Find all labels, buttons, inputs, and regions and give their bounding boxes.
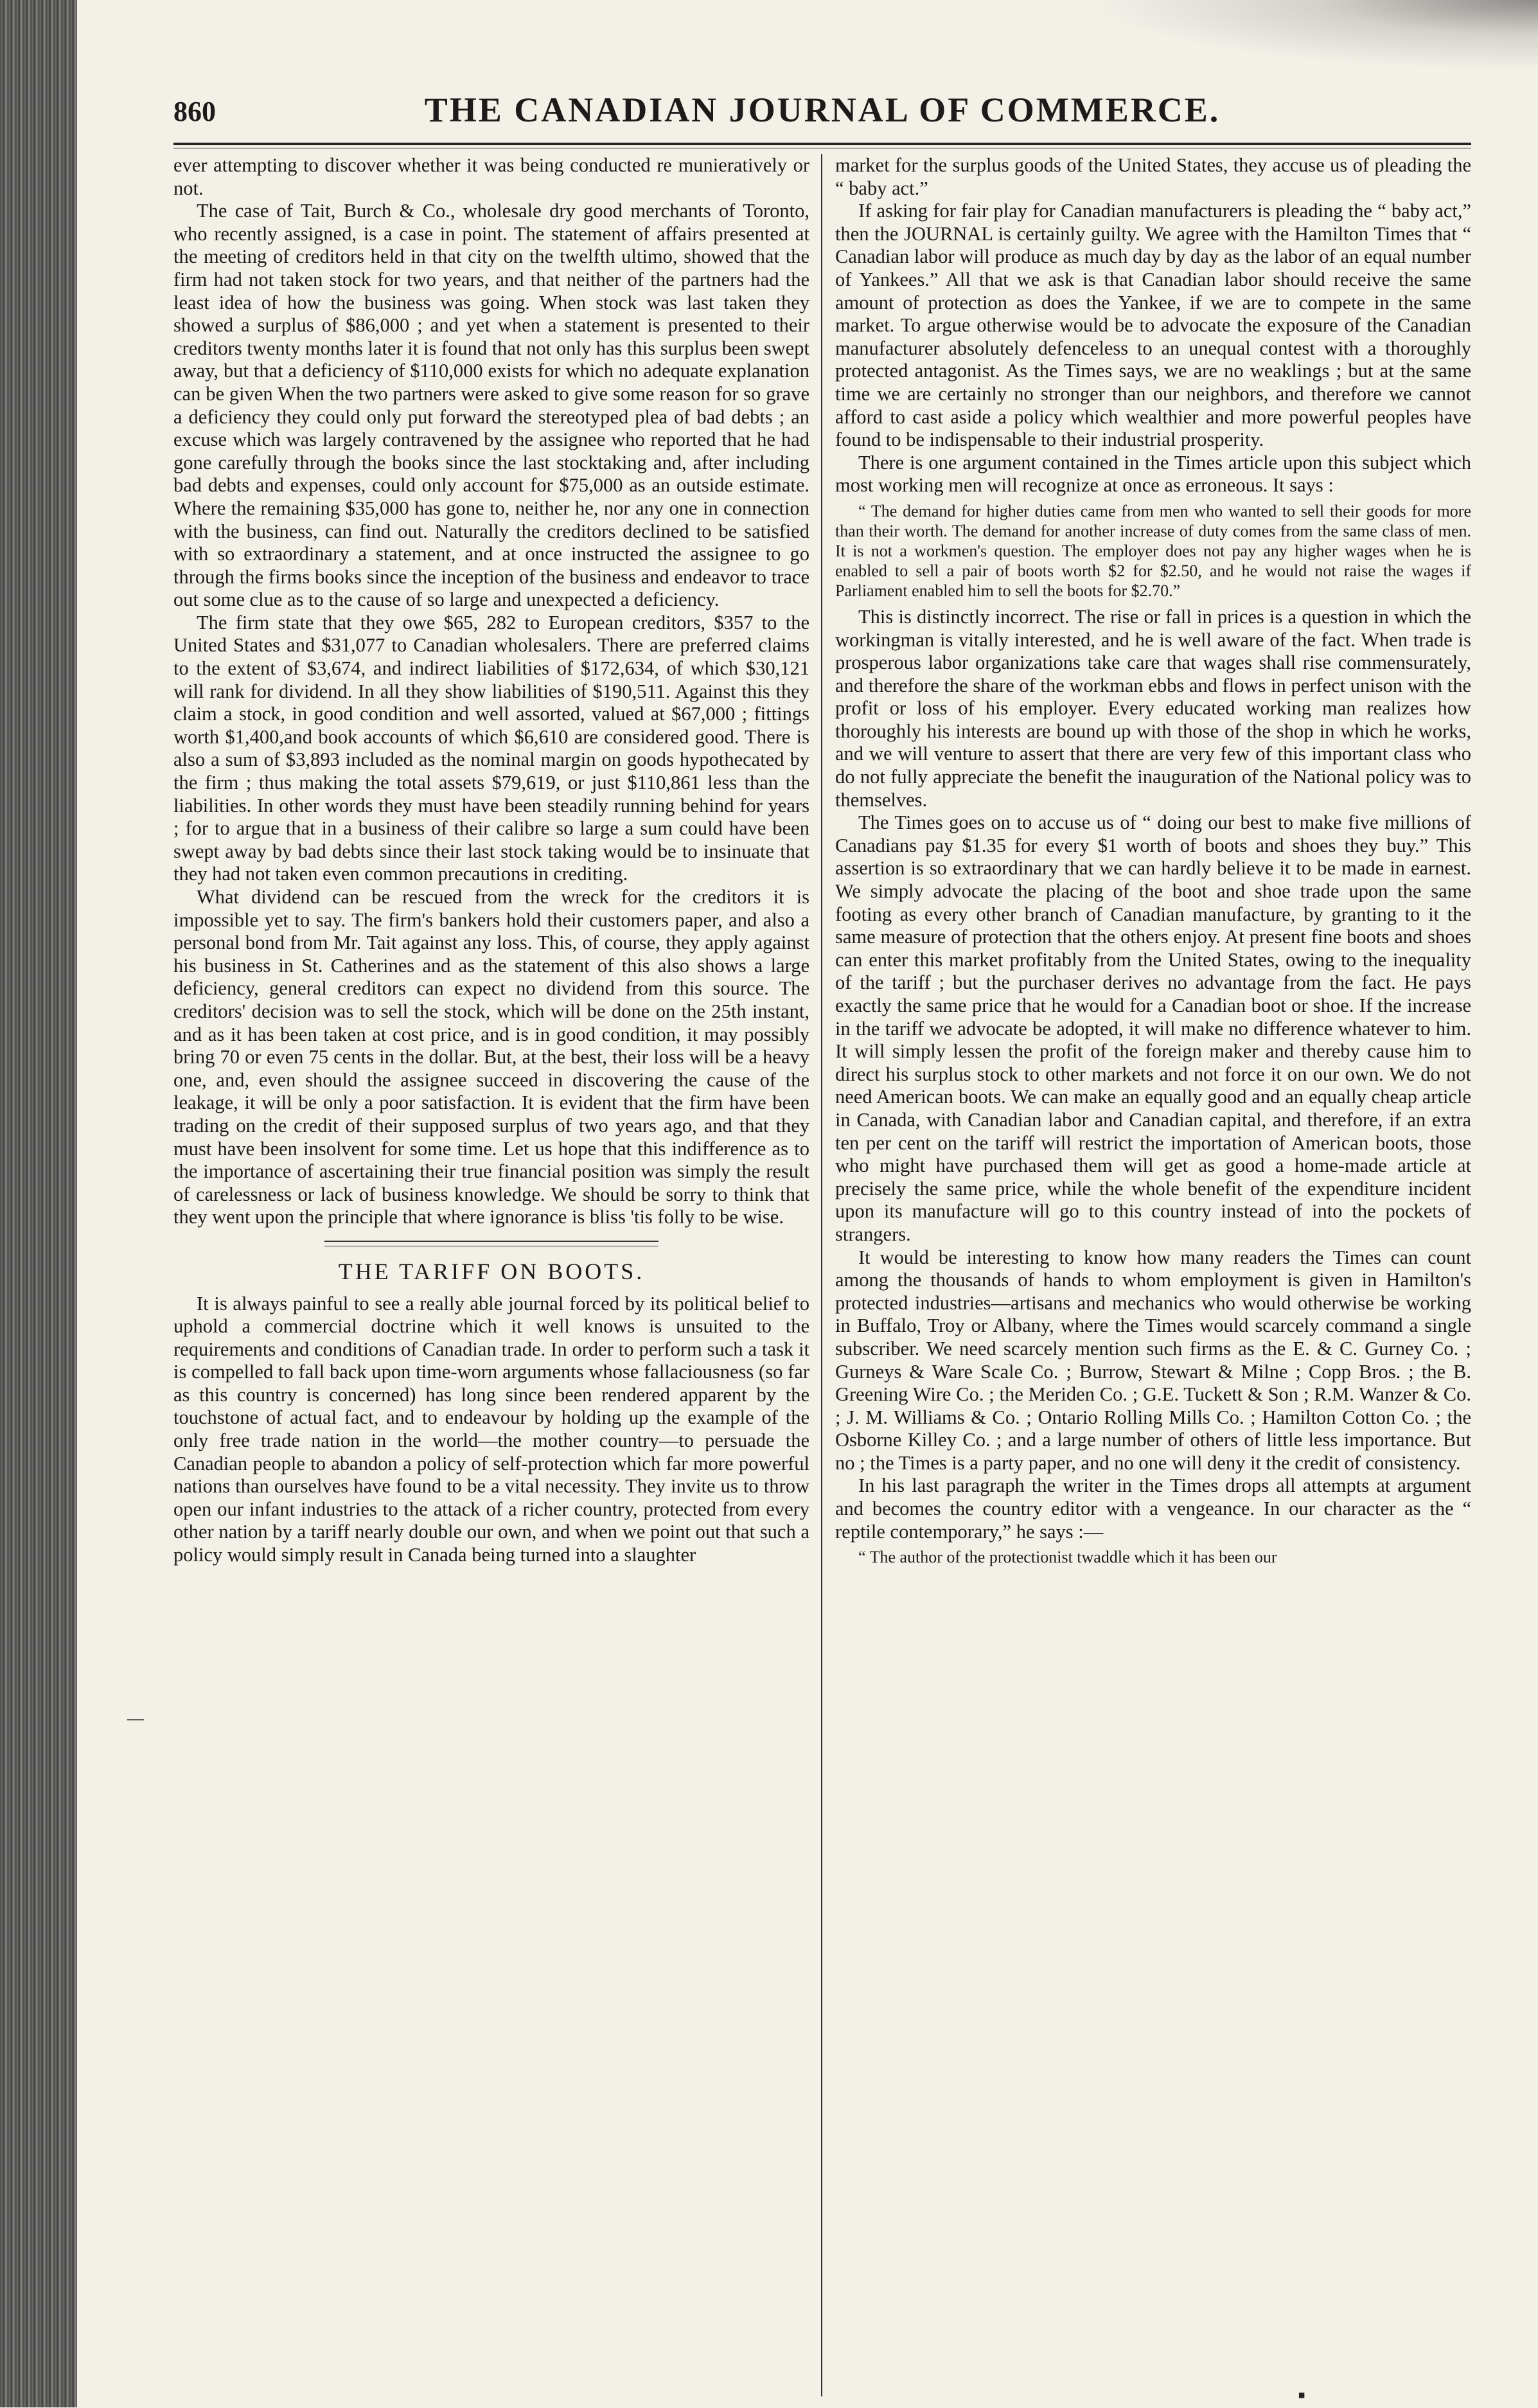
paragraph: The Times goes on to accuse us of “ doing our best to make five millions of Canadians pay $1.35 for every $1 worth of boots and shoes they buy.” This assertion is so extraordinary that we can hardly believe it to be made in earnest. We simply advocate the placing of the boot and shoe trade upon the same footing as every other branch of Canadian manufacture, by granting to it the same measure of protection that the others enjoy. At present fine boots and shoes can enter this market profitably from the United States, owing to the inequality of the tariff ; but the purchaser derives no advantage from the fact. He pays exactly the same price that he would for a Canadian boot or shoe. If the increase in the tariff we advocate be adopted, it will make no difference whatever to him. It will simply lessen the profit of the foreign maker and thereby cause him to direct his surplus stock to other markets and not force it on our own. We do not need American boots. We can make an equally good and an equally cheap article in Canada, with Canadian labor and Canadian capital, and therefore, if an extra ten per cent on the tariff will restrict the importation of American boots, those who might have purchased them will get as good a home-made article at precisely the same price, while the whole benefit of the expenditure incident upon its manufacture will go to this country instead of into the pockets of strangers. [835, 811, 1471, 1245]
block-quote: “ The demand for higher duties came from men who wanted to sell their goods for more than their worth. The demand for another increase of duty comes from the same class of men. It is not a workmen's question. The employer does not pay any higher wages when he is enabled to sell a pair of boots worth $2 for $2.50, and he would not raise the wages if Parliament enabled him to sell the boots for $2.70.” [835, 501, 1471, 600]
paragraph: What dividend can be rescued from the wreck for the creditors it is impossible yet to say. The firm's bankers hold their customers paper, and also a personal bond from Mr. Tait against any loss. This, of course, they apply against his business in St. Catherines and as the statement of this also shows a large deficiency, general creditors can expect no dividend from this source. The creditors' decision was to sell the stock, which will be done on the 25th instant, and as it has been taken at cost price, and is in good condition, it may possibly bring 70 or even 75 cents in the dollar. But, at the best, their loss will be a heavy one, and, even should the assignee succeed in discovering the cause of the leakage, it will be only a poor satisfaction. It is evident that the firm have been trading on the credit of their supposed surplus of two years ago, and that they must have been insolvent for some time. Let us hope that this indifference as to the importance of ascertaining their true financial position was simply the result of carelessness or lack of business knowledge. We should be sorry to think that they went upon the principle that where ignorance is bliss 'tis folly to be wise. [173, 886, 809, 1228]
journal-title: THE CANADIAN JOURNAL OF COMMERCE. [424, 91, 1221, 129]
paragraph: There is one argument contained in the Times article upon this subject which most working men will recognize at once as erroneous. It says : [835, 451, 1471, 497]
paragraph: The case of Tait, Burch & Co., wholesale dry good merchants of Toronto, who recently assigned, is a case in point. The statement of affairs presented at the meeting of creditors held in that city on the twelfth ultimo, showed that the firm had not taken stock for two years, and that neither of the partners had the least idea of how the business was going. When stock was last taken they showed a surplus of $86,000 ; and yet when a statement is presented to their creditors twenty months later it is found that not only has this surplus been swept away, but that a deficiency of $110,000 exists for which no adequate explanation can be given When the two partners were asked to give some reason for so grave a deficiency they could only put forward the stereotyped plea of bad debts ; an excuse which was largely contravened by the assignee who reported that he had gone carefully through the books since the last stocktaking and, after including bad debts and expenses, could only account for $75,000 as an outside estimate. Where the remaining $35,000 has gone to, neither he, nor any one in connection with the business, can find out. Naturally the creditors declined to be satisfied with so extraordinary a statement, and at once instructed the assignee to go through the firms books since the inception of the business and endeavor to trace out some clue as to the cause of so large and unexpected a deficiency. [173, 200, 809, 611]
paragraph: If asking for fair play for Canadian manufacturers is pleading the “ baby act,” then the JOURNAL is certainly guilty. We agree with the Hamilton Times that “ Canadian labor will produce as much day by day as the labor of an equal number of Yankees.” All that we ask is that Canadian labor should receive the same amount of protection as does the Yankee, if we are to compete in the same market. To argue otherwise would be to advocate the exposure of the Canadian manufacturer absolutely defenceless to an unequal contest with a thoroughly protected antagonist. As the Times says, we are no weaklings ; but at the same time we are certainly no stronger than our neighbors, and therefore we cannot afford to cast aside a policy which wealthier and more powerful peoples have found to be indispensable to their industrial prosperity. [835, 200, 1471, 451]
section-divider [324, 1241, 659, 1246]
column-divider [821, 154, 822, 2396]
right-column [835, 154, 1471, 2403]
paragraph: In his last paragraph the writer in the Times drops all attempts at argument and becomes the country editor with a vengeance. In our character as the “ reptile contemporary,” he says :— [835, 1474, 1471, 1543]
left-column [173, 154, 809, 2403]
paragraph: market for the surplus goods of the United States, they accuse us of pleading the “ baby act.” [835, 154, 1471, 199]
binding-edge [0, 0, 77, 2407]
section-heading: THE TARIFF ON BOOTS. [338, 1258, 645, 1284]
margin-mark-left: — [127, 1709, 144, 1728]
paragraph: This is distinctly incorrect. The rise or fall in prices is a question in which the workingman is vitally interested, and he is well aware of the fact. When trade is prosperous labor organizations take care that wages shall rise commensurately, and therefore the share of the workman ebbs and flows in perfect unison with the profit or loss of his employer. Every educated working man realizes how thoroughly his interests are bound up with those of the shop in which he works, and we will venture to assert that there are very few of this important class who do not fully appreciate the benefit the inauguration of the National policy was to themselves. [835, 605, 1471, 811]
block-quote: “ The author of the protectionist twaddle which it has been our [858, 1548, 1277, 1567]
paragraph: It would be interesting to know how many readers the Times can count among the thousands of hands to whom employment is given in Hamilton's protected industries—artisans and mechanics who would otherwise be working in Buffalo, Troy or Albany, where the Times would scarcely command a single subscriber. We need scarcely mention such firms as the E. & C. Gurney Co. ; Gurneys & Ware Scale Co. ; Burrow, Stewart & Milne ; Copp Bros. ; the B. Greening Wire Co. ; the Meriden Co. ; G.E. Tuckett & Son ; R.M. Wanzer & Co. ; J. M. Williams & Co. ; Ontario Rolling Mills Co. ; Hamilton Cotton Co. ; the Osborne Killey Co. ; and a large number of others of little less importance. But no ; the Times is a party paper, and no one will deny it the credit of consistency. [835, 1246, 1471, 1474]
paragraph: ever attempting to discover whether it was being conducted re munieratively or not. [173, 154, 809, 199]
margin-mark-right: ▪ [1298, 2384, 1306, 2407]
paragraph: The firm state that they owe $65, 282 to European creditors, $357 to the United States and $31,077 to Canadian wholesalers. There are preferred claims to the extent of $3,674, and indirect liabilities of $172,634, of which $30,121 will rank for dividend. In all they show liabilities of $190,511. Against this they claim a stock, in good condition and well assorted, valued at $67,000 ; fittings worth $1,400,and book accounts of which $6,610 are considered good. There is also a sum of $3,893 included as the nominal margin on goods hypothecated by the firm ; thus making the total assets $79,619, or just $110,861 less than the liabilities. In other words they must have been steadily running behind for years ; for to argue that in a business of their calibre so large a sum could have been swept away by bad debts since their last stock taking would be to insinuate that they had not taken even common precautions in crediting. [173, 611, 809, 885]
scan-smudge [1088, 0, 1538, 71]
paragraph: It is always painful to see a really able journal forced by its political belief to uphold a commercial doctrine which it well knows is unsuited to the requirements and conditions of Canadian trade. In order to perform such a task it is compelled to fall back upon time-worn arguments whose fallaciousness (so far as this country is concerned) has long since been rendered apparent by the touchstone of actual fact, and to endeavour by holding up the example of the only free trade nation in the world—the mother country—to persuade the Canadian people to abandon a policy of self-protection which far more powerful nations than ourselves have found to be a vital necessity. They invite us to throw open our infant industries to the attack of a richer country, protected from every other nation by a tariff nearly double our own, and when we point out that such a policy would simply result in Canada being turned into a slaughter [173, 1292, 809, 1566]
page-header [173, 90, 1471, 141]
header-rule [173, 143, 1471, 148]
page-number: 860 [173, 96, 216, 127]
